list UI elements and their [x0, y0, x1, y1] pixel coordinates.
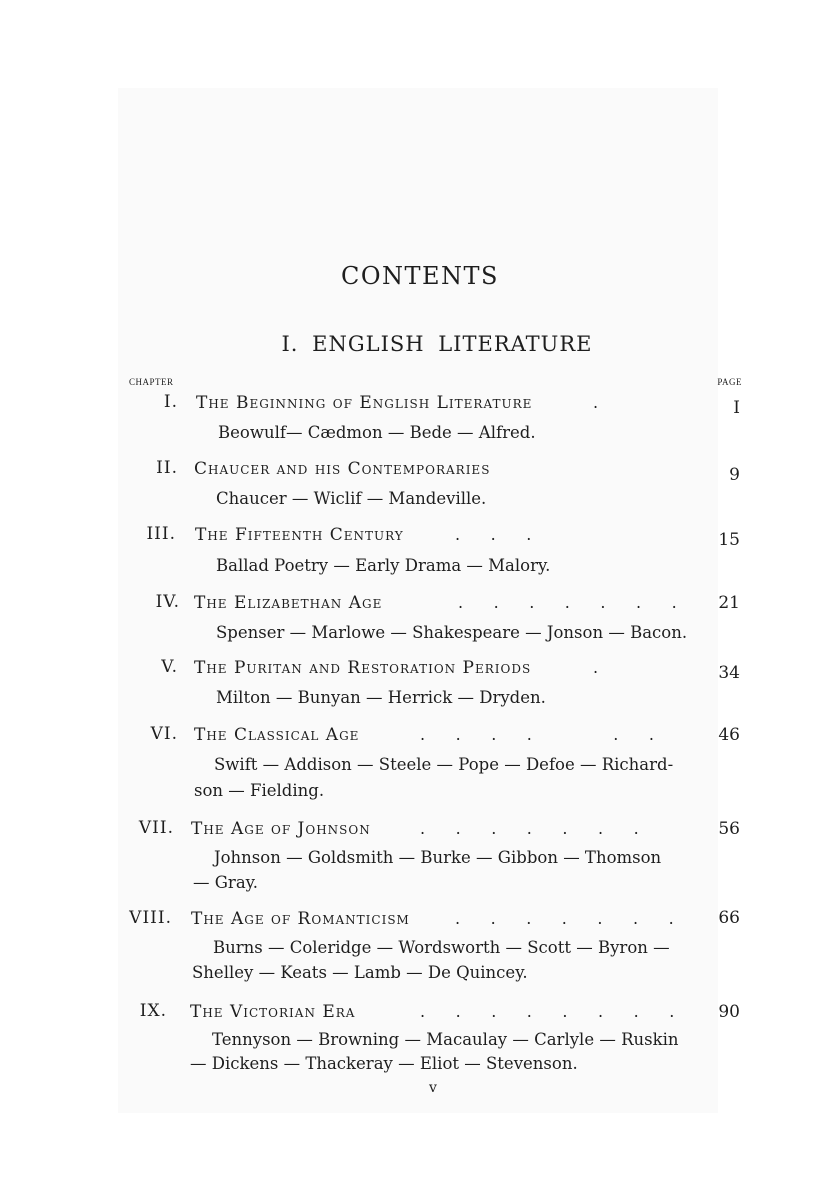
- chapter-description: Shelley — Keats — Lamb — De Quincey.: [192, 963, 528, 982]
- leader-dots: .: [593, 393, 599, 412]
- part-heading: I. ENGLISH LITERATURE: [281, 332, 593, 356]
- chapter-description: Ballad Poetry — Early Drama — Malory.: [216, 556, 551, 575]
- page-number[interactable]: 15: [718, 530, 740, 550]
- page-number[interactable]: 66: [718, 908, 740, 928]
- page-title: CONTENTS: [340, 262, 499, 290]
- page-number[interactable]: 9: [729, 465, 740, 485]
- chapter-number: V.: [161, 657, 178, 677]
- leader-dots: . . .: [455, 525, 532, 544]
- chapter-title[interactable]: The Age of Romanticism: [191, 909, 410, 929]
- chapter-number: VII.: [138, 818, 174, 838]
- page-number[interactable]: I: [733, 398, 740, 418]
- chapter-title[interactable]: The Age of Johnson: [191, 819, 371, 839]
- chapter-description: — Gray.: [193, 873, 259, 892]
- chapter-description: Swift — Addison — Steele — Pope — Defoe — Richard-: [214, 755, 674, 774]
- chapter-description: Tennyson — Browning — Macaulay — Carlyle — Ruskin: [212, 1030, 679, 1049]
- chapter-description: — Dickens — Thackeray — Eliot — Stevenson.: [190, 1054, 578, 1073]
- folio-page-number: v: [429, 1080, 437, 1096]
- chapter-number: VIII.: [129, 908, 172, 928]
- leader-dots: . . . . . . .: [420, 819, 639, 838]
- chapter-number: II.: [156, 458, 178, 478]
- chapter-title[interactable]: The Puritan and Restoration Periods: [194, 658, 532, 678]
- chapter-number: I.: [163, 392, 178, 412]
- chapter-title[interactable]: The Fifteenth Century: [195, 525, 404, 545]
- chapter-number: III.: [146, 524, 176, 544]
- page-number[interactable]: 46: [718, 725, 740, 745]
- chapter-title[interactable]: The Victorian Era: [190, 1002, 356, 1022]
- chapter-description: Milton — Bunyan — Herrick — Dryden.: [216, 688, 546, 707]
- chapter-number: VI.: [150, 724, 178, 744]
- chapter-description: Spenser — Marlowe — Shakespeare — Jonson — Bacon.: [216, 623, 688, 642]
- leader-dots: .: [593, 658, 599, 677]
- chapter-description: son — Fielding.: [194, 781, 325, 800]
- page-number[interactable]: 56: [718, 819, 740, 839]
- chapter-title[interactable]: The Elizabethan Age: [194, 593, 383, 613]
- leader-dots: . . . . . .: [420, 725, 654, 744]
- chapter-description: Chaucer — Wiclif — Mandeville.: [216, 489, 487, 508]
- leader-dots: . . . . . . . .: [420, 1002, 675, 1021]
- chapter-title[interactable]: The Beginning of English Literature: [196, 393, 533, 413]
- page-number[interactable]: 90: [718, 1002, 740, 1022]
- page-number[interactable]: 34: [718, 663, 740, 683]
- chapter-description: Burns — Coleridge — Wordsworth — Scott — Byron —: [213, 938, 670, 957]
- chapter-column-header: CHAPTER: [129, 377, 174, 387]
- chapter-number: IX.: [139, 1001, 167, 1021]
- chapter-description: Johnson — Goldsmith — Burke — Gibbon — Thomson: [214, 848, 662, 867]
- leader-dots: . . . . . . .: [458, 593, 677, 612]
- leader-dots: . . . . . . .: [455, 909, 674, 928]
- chapter-number: IV.: [155, 592, 180, 612]
- chapter-title[interactable]: The Classical Age: [194, 725, 360, 745]
- chapter-description: Beowulf— Cædmon — Bede — Alfred.: [218, 423, 536, 442]
- chapter-title[interactable]: Chaucer and his Contemporaries: [194, 459, 491, 479]
- page-column-header: PAGE: [717, 377, 742, 387]
- page-number[interactable]: 21: [718, 593, 740, 613]
